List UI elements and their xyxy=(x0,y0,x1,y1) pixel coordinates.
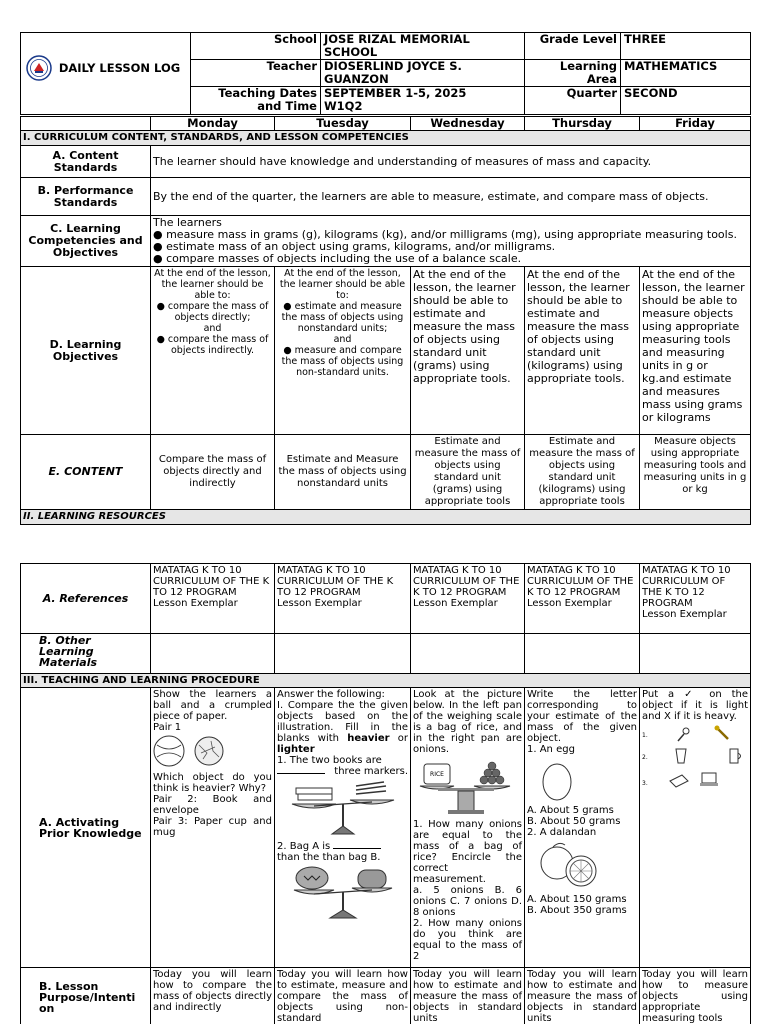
activity-text: three markers. xyxy=(334,766,408,777)
purpose-monday: Today you will learn how to compare the mass of objects directly and indirectly xyxy=(151,968,275,1024)
content-standards-text: The learner should have knowledge and understanding of measures of mass and capacity. xyxy=(151,146,751,178)
dates-value xyxy=(321,87,525,115)
content-wednesday: Estimate and measure the mass of objects using standard unit (grams) using appropriate tools xyxy=(411,435,525,510)
activity-text: B. About 350 grams xyxy=(527,905,627,916)
rice-bag-label: RICE xyxy=(429,771,444,778)
objective-line: ● compare the mass of objects indirectly. xyxy=(156,334,269,356)
objectives-monday xyxy=(151,267,275,435)
item-number: 3. xyxy=(642,780,648,787)
teacher-value: DIOSERLIND JOYCE S. GUANZON xyxy=(321,60,525,87)
purpose-friday: Today you will learn how to measure objects using appropriate measuring tools xyxy=(640,968,751,1024)
reference-line: Lesson Exemplar xyxy=(277,598,362,609)
reference-line: MATATAG K TO 10 CURRICULUM OF THE K TO 12 PROGRAM xyxy=(153,565,270,598)
activity-text: I. Compare the the given objects based on the illustration. Fill in the blanks with xyxy=(277,700,408,744)
reference-line: Lesson Exemplar xyxy=(642,609,727,620)
reference-line: Lesson Exemplar xyxy=(527,598,612,609)
content-tuesday: Estimate and Measure the mass of objects using nonstandard units xyxy=(275,435,411,510)
header-table xyxy=(20,32,751,115)
activity-text: B. About 50 grams xyxy=(527,816,621,827)
activity-text: 2. How many onions do you think are equal to the mass of 2 xyxy=(413,918,522,962)
activating-monday xyxy=(151,688,275,968)
performance-standards-text: By the end of the quarter, the learners are able to measure, estimate, and compare mass of objects. xyxy=(151,178,751,216)
activity-text: 1. An egg xyxy=(527,744,575,755)
content-monday: Compare the mass of objects directly and indirectly xyxy=(151,435,275,510)
objectives-tuesday xyxy=(275,267,411,435)
week-text: W1Q2 xyxy=(324,99,363,113)
lesson-table xyxy=(20,116,751,525)
balance-books-markers-illustration xyxy=(288,780,398,838)
purpose-label: B. Lesson Purpose/Intenti on xyxy=(21,968,151,1024)
section-heading-curriculum: I. CURRICULUM CONTENT, STANDARDS, AND LESSON COMPETENCIES xyxy=(21,131,751,146)
activating-tuesday xyxy=(275,688,411,968)
other-materials-thursday xyxy=(525,634,640,674)
references-tuesday xyxy=(275,564,411,634)
activity-text: 1. How many onions are equal to the mass of a bag of rice? Encircle the correct measurement. xyxy=(413,819,522,885)
objective-line: and xyxy=(333,334,352,345)
objectives-label: D. Learning Objectives xyxy=(21,267,151,435)
light-heavy-objects-illustration xyxy=(642,725,746,795)
days-header-row xyxy=(21,117,751,131)
activity-text: a. 5 onions B. 6 onions C. 7 onions D. 8 onions xyxy=(413,885,522,918)
activity-text: 2. Bag A is xyxy=(277,841,331,852)
content-label: E. CONTENT xyxy=(21,435,151,510)
activity-text: A. About 5 grams xyxy=(527,805,614,816)
activity-text: Pair 3: Paper cup and mug xyxy=(153,816,272,838)
competency-item: ● compare masses of objects including the use of a balance scale. xyxy=(153,252,522,265)
activity-text: on the object if it is light and X if it is heavy. xyxy=(642,689,749,722)
objective-line: and xyxy=(203,323,222,334)
reference-line: MATATAG K TO 10 CURRICULUM OF THE K TO 12 PROGRAM xyxy=(413,565,520,598)
competencies-intro: The learners xyxy=(153,216,222,229)
question-1-blank xyxy=(277,766,408,777)
content-friday: Measure objects using appropriate measuring tools and measuring units in g or kg xyxy=(640,435,751,510)
activity-text: Show the learners a ball and a crumpled piece of paper. xyxy=(153,689,272,722)
purpose-wednesday: Today you will learn how to estimate and measure the mass of objects in standard units xyxy=(411,968,525,1024)
activity-text: Look at the picture below. In the left pan of the weighing scale is a bag of rice, and in the right pan are onions. xyxy=(413,689,522,755)
area-value: MATHEMATICS xyxy=(621,60,751,87)
deped-seal-icon xyxy=(26,55,52,81)
objectives-wednesday: At the end of the lesson, the learner should be able to estimate and measure the mass of objects using standard unit (grams) using appropriate tools. xyxy=(411,267,525,435)
teacher-label: Teacher xyxy=(191,60,321,87)
page-title: DAILY LESSON LOG xyxy=(58,60,181,75)
competency-item: ● estimate mass of an object using grams, kilograms, and/or milligrams. xyxy=(153,240,556,253)
references-friday xyxy=(640,564,751,634)
objectives-friday: At the end of the lesson, the learner should be able to measure objects using appropriate measuring tools and measuring units in g or kg.and estimate and measures mass using grams or kilograms xyxy=(640,267,751,435)
item-number: 1. xyxy=(642,732,648,739)
reference-line: Lesson Exemplar xyxy=(413,598,498,609)
dates-text: SEPTEMBER 1-5, 2025 xyxy=(324,86,467,100)
day-header-tuesday: Tuesday xyxy=(275,117,411,131)
logo-title-cell xyxy=(21,33,191,115)
activity-text: 2. A dalandan xyxy=(527,827,597,838)
performance-standards-label: B. Performance Standards xyxy=(21,178,151,216)
grade-label: Grade Level xyxy=(525,33,621,60)
objective-line: ● estimate and measure the mass of objects using nonstandard units; xyxy=(281,301,404,334)
objective-line: At the end of the lesson, the learner should be able to: xyxy=(154,268,271,301)
competency-item: ● measure mass in grams (g), kilograms (kg), and/or milligrams (mg), using appropriate measuring tools. xyxy=(153,228,737,241)
egg-illustration xyxy=(537,758,577,802)
activity-text: A. About 150 grams xyxy=(527,894,627,905)
content-thursday: Estimate and measure the mass of objects using standard unit (kilograms) using appropriate tools xyxy=(525,435,640,510)
area-label: Learning Area xyxy=(525,60,621,87)
day-header-blank xyxy=(21,117,151,131)
question-1 xyxy=(277,755,408,766)
day-header-wednesday: Wednesday xyxy=(411,117,525,131)
balance-bags-illustration xyxy=(288,866,398,920)
activity-text: 1. The two books are xyxy=(277,755,382,766)
activity-text: Put a xyxy=(642,689,675,700)
day-header-thursday: Thursday xyxy=(525,117,640,131)
purpose-tuesday: Today you will learn how to estimate, measure and compare the mass of objects using non-standard xyxy=(275,968,411,1024)
activity-text: Write the letter corresponding to your estimate of the mass of the given object. xyxy=(527,689,637,744)
references-thursday xyxy=(525,564,640,634)
other-materials-monday xyxy=(151,634,275,674)
rice-onions-scale-illustration xyxy=(418,758,518,816)
activating-thursday xyxy=(525,688,640,968)
competencies-label: C. Learning Competencies and Objectives xyxy=(21,216,151,267)
other-materials-tuesday xyxy=(275,634,411,674)
check-mark-icon: ✓ xyxy=(684,689,700,700)
content-standards-label: A. Content Standards xyxy=(21,146,151,178)
quarter-value: SECOND xyxy=(621,87,751,115)
references-monday xyxy=(151,564,275,634)
dalandan-illustration xyxy=(535,841,605,891)
activity-text: Pair 1 xyxy=(153,722,182,733)
activity-text: Answer the following: xyxy=(277,689,385,700)
other-materials-friday xyxy=(640,634,751,674)
dates-label: Teaching Dates and Time xyxy=(191,87,321,115)
activity-text: or xyxy=(389,733,408,744)
objective-line: ● compare the mass of objects directly; xyxy=(156,301,269,323)
activating-wednesday xyxy=(411,688,525,968)
activating-friday xyxy=(640,688,751,968)
friday-instruction xyxy=(642,689,748,722)
section-heading-procedure: III. TEACHING AND LEARNING PROCEDURE xyxy=(21,674,751,688)
quarter-label: Quarter xyxy=(525,87,621,115)
other-materials-wednesday xyxy=(411,634,525,674)
lesson-table-continued xyxy=(20,563,751,1024)
reference-line: MATATAG K TO 10 CURRICULUM OF THE K TO 12 PROGRAM xyxy=(527,565,634,598)
reference-line: Lesson Exemplar xyxy=(153,598,238,609)
objectives-thursday: At the end of the lesson, the learner should be able to estimate and measure the mass of objects using standard unit (kilograms) using appropriate tools. xyxy=(525,267,640,435)
item-number: 2. xyxy=(642,754,648,761)
ball-and-paper-illustration xyxy=(153,733,233,769)
section-heading-resources: II. LEARNING RESOURCES xyxy=(21,510,751,525)
activity-text: Pair 2: Book and envelope xyxy=(153,794,272,816)
question-2 xyxy=(277,841,408,852)
keyword-lighter: lighter xyxy=(277,744,315,755)
activity-text: than the than bag B. xyxy=(277,852,381,863)
day-header-friday: Friday xyxy=(640,117,751,131)
school-value: JOSE RIZAL MEMORIAL SCHOOL xyxy=(321,33,525,60)
day-header-monday: Monday xyxy=(151,117,275,131)
activity-text: Which object do you think is heavier? Why? xyxy=(153,772,272,794)
activity-instruction xyxy=(277,700,408,755)
competencies-cell xyxy=(151,216,751,267)
references-wednesday xyxy=(411,564,525,634)
grade-value: THREE xyxy=(621,33,751,60)
reference-line: MATATAG K TO 10 CURRICULUM OF THE K TO 12 PROGRAM xyxy=(642,565,731,609)
school-label: School xyxy=(191,33,321,60)
activating-label: A. Activating Prior Knowledge xyxy=(21,688,151,968)
other-materials-label: B. Other Learning Materials xyxy=(21,634,151,674)
objective-line: At the end of the lesson, the learner should be able to: xyxy=(279,268,406,301)
references-label: A. References xyxy=(21,564,151,634)
objective-line: ● measure and compare the mass of objects using non-standard units. xyxy=(281,345,404,378)
keyword-heavier: heavier xyxy=(347,733,390,744)
reference-line: MATATAG K TO 10 CURRICULUM OF THE K TO 12 PROGRAM xyxy=(277,565,394,598)
purpose-thursday: Today you will learn how to estimate and measure the mass of objects in standard units xyxy=(525,968,640,1024)
